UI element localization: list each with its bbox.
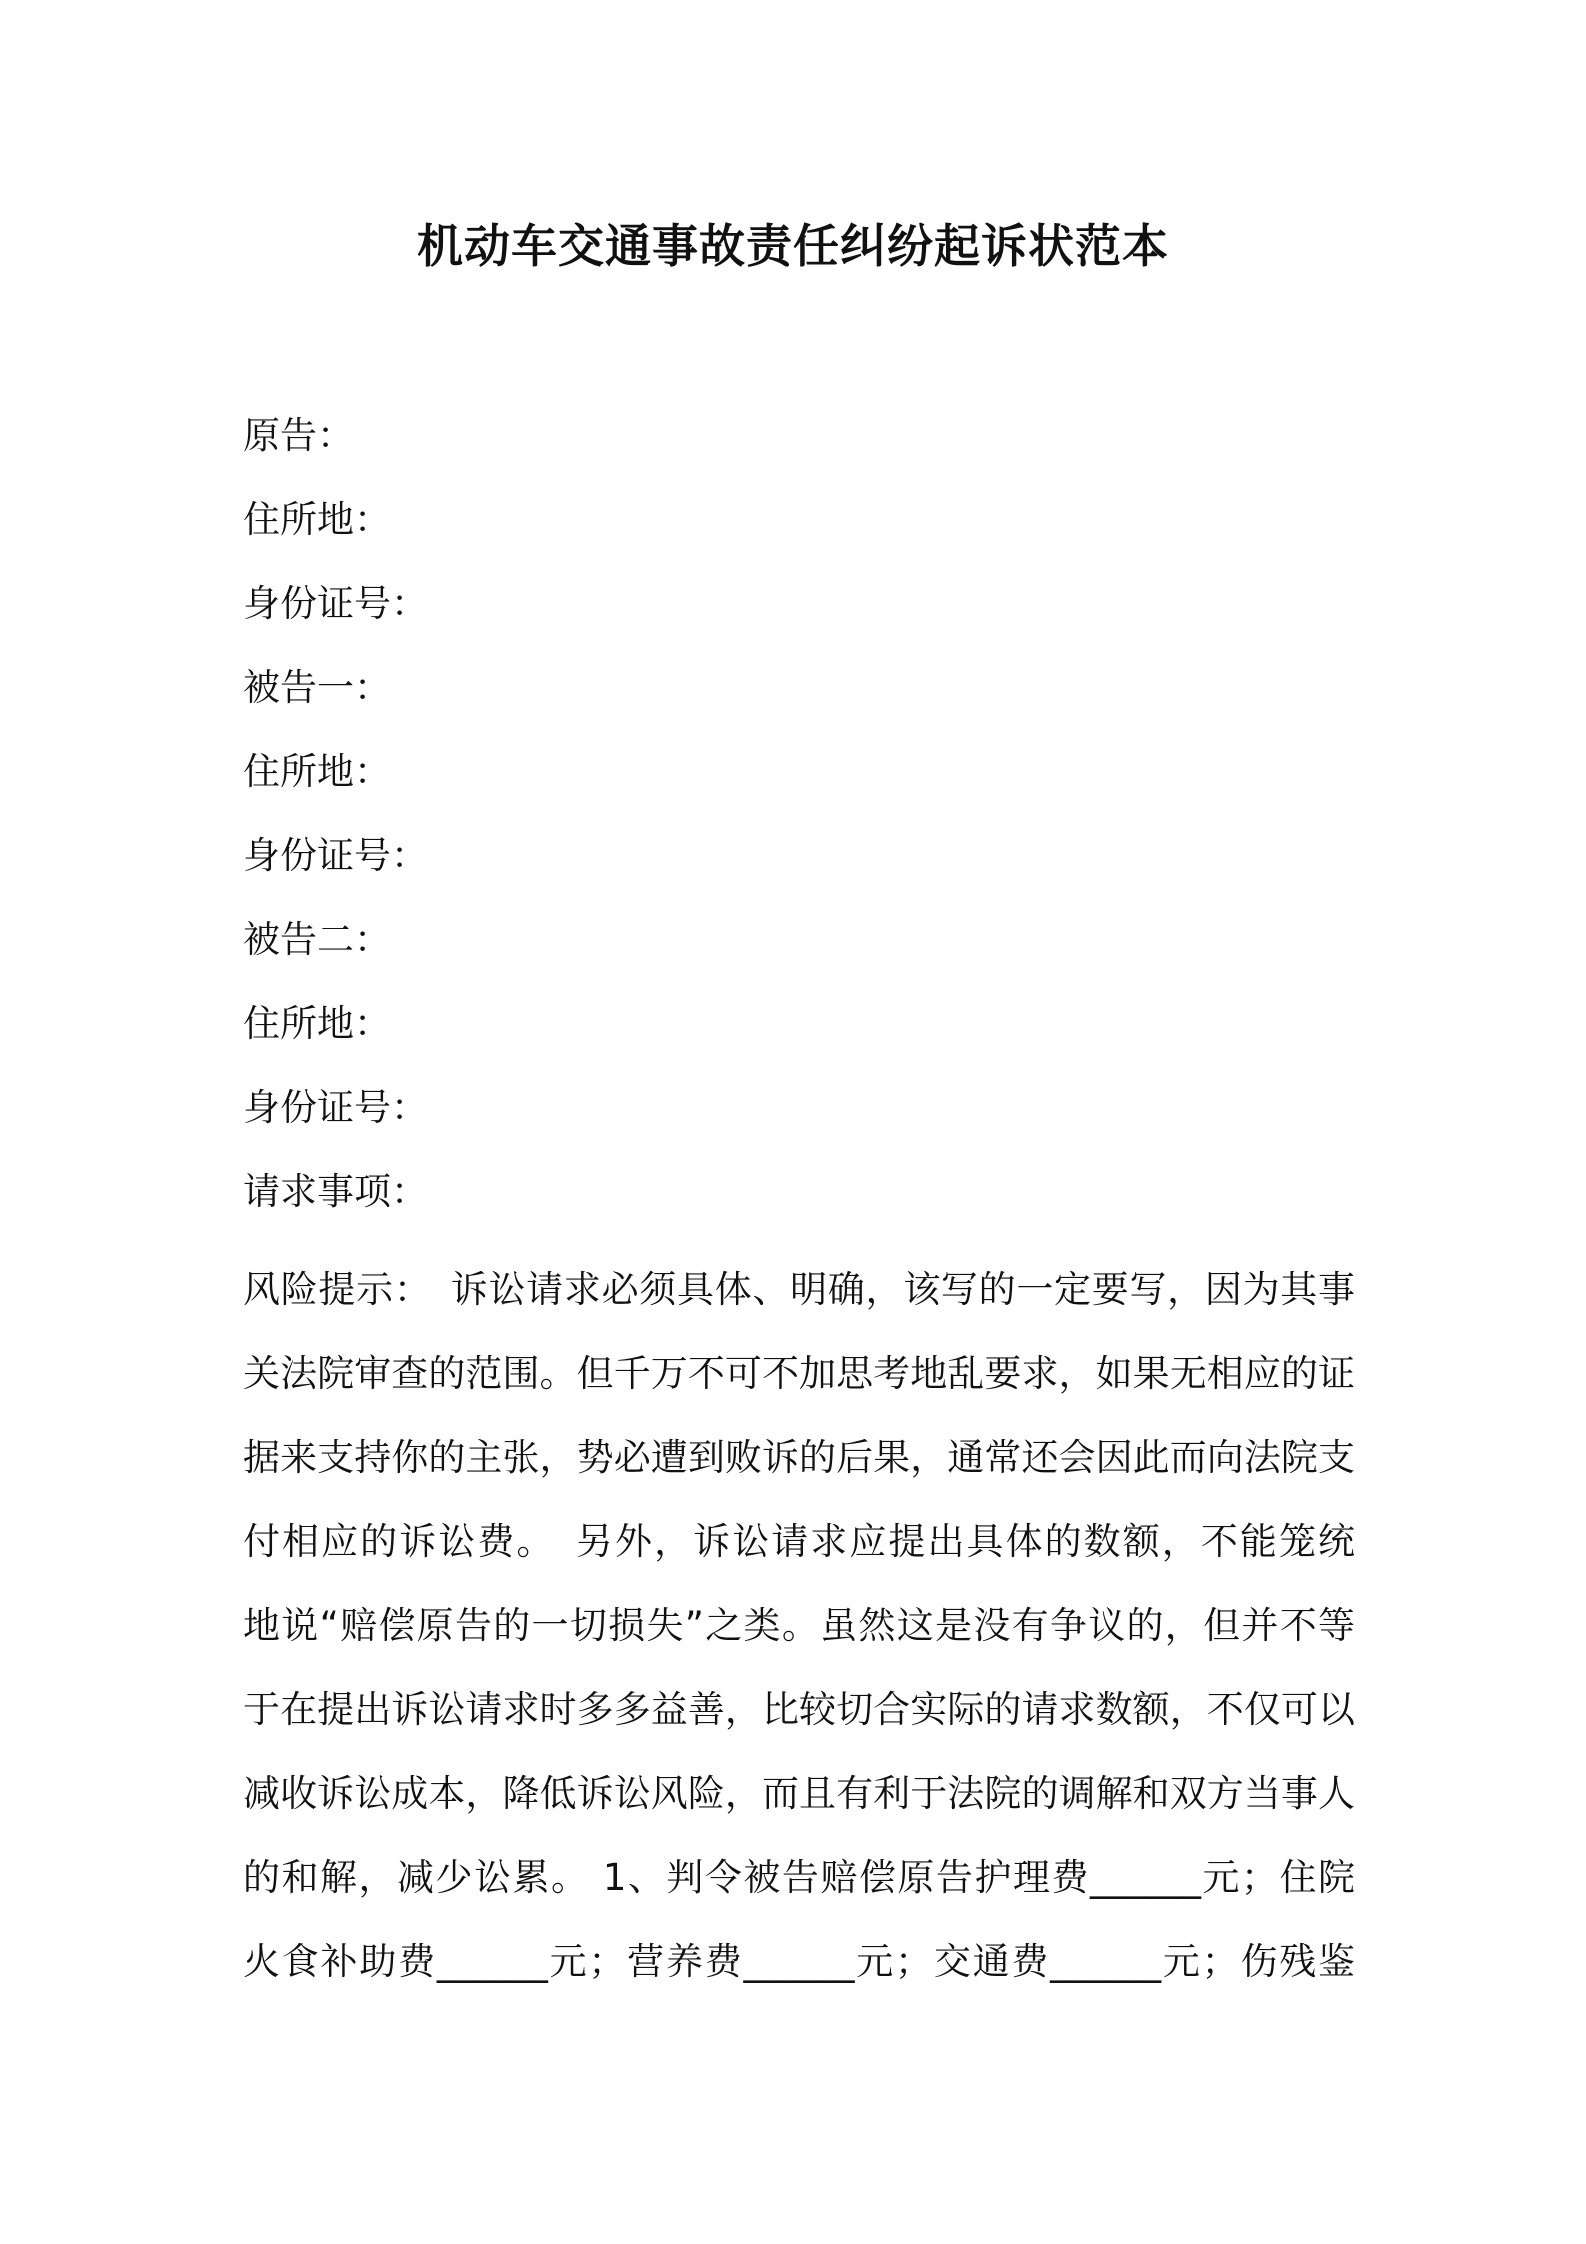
defendant-one-address-label: 住所地： — [243, 750, 391, 793]
risk-notice-paragraph — [243, 1248, 1355, 2004]
plaintiff-address-label: 住所地： — [243, 498, 391, 541]
paragraph-line: 关法院审查的范围。但千万不可不加思考地乱要求，如果无相应的证 — [243, 1352, 1355, 1395]
paragraph-line: 风险提示： 诉讼请求必须具体、明确，该写的一定要写，因为其事 — [243, 1268, 1355, 1311]
document-title: 机动车交通事故责任纠纷起诉状范本 — [417, 219, 1169, 273]
paragraph-line: 的和解，减少讼累。 1、判令被告赔偿原告护理费______元；住院 — [243, 1856, 1355, 1899]
plaintiff-label: 原告： — [243, 414, 354, 457]
claims-label: 请求事项： — [243, 1170, 428, 1213]
plaintiff-id-label: 身份证号： — [243, 582, 428, 625]
defendant-two-address-label: 住所地： — [243, 1002, 391, 1045]
paragraph-line: 付相应的诉讼费。 另外，诉讼请求应提出具体的数额，不能笼统 — [243, 1520, 1355, 1563]
defendant-two-label: 被告二： — [243, 918, 391, 961]
defendant-one-label: 被告一： — [243, 666, 391, 709]
paragraph-line: 于在提出诉讼请求时多多益善，比较切合实际的请求数额，不仅可以 — [243, 1688, 1355, 1731]
defendant-two-id-label: 身份证号： — [243, 1086, 428, 1129]
paragraph-line: 地说“赔偿原告的一切损失”之类。虽然这是没有争议的，但并不等 — [243, 1604, 1355, 1647]
defendant-one-id-label: 身份证号： — [243, 834, 428, 877]
paragraph-line: 据来支持你的主张，势必遭到败诉的后果，通常还会因此而向法院支 — [243, 1436, 1355, 1479]
paragraph-line: 火食补助费______元；营养费______元；交通费______元；伤残鉴 — [243, 1940, 1355, 1983]
paragraph-line: 减收诉讼成本，降低诉讼风险，而且有利于法院的调解和双方当事人 — [243, 1772, 1355, 1815]
